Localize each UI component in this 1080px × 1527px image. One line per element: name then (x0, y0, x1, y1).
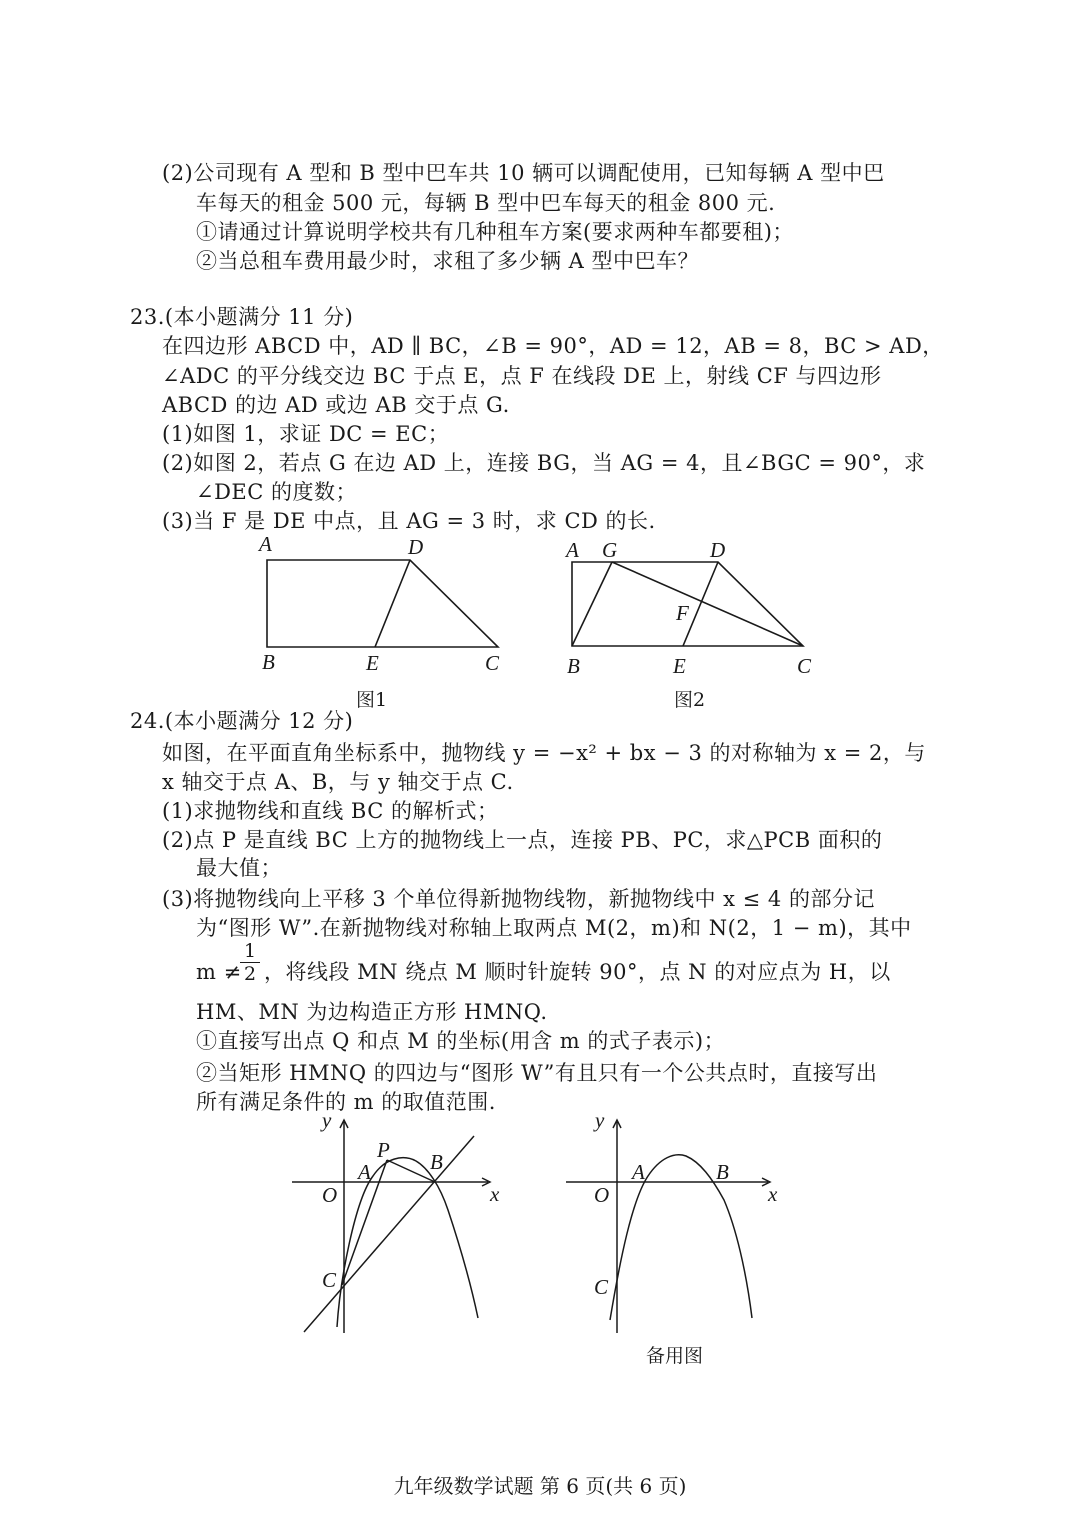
q24-sub2-line1: ②当矩形 HMNQ 的四边与“图形 W”有且只有一个公共点时，直接写出 (196, 1061, 878, 1085)
fig1-caption: 图1 (356, 689, 388, 711)
backup-label-c: C (594, 1275, 609, 1299)
main-label-b: B (430, 1150, 443, 1174)
q23-part2-line1: (2)如图 2，若点 G 在边 AD 上，连接 BG，当 AG = 4，且∠BGC = 90°，求 (162, 451, 926, 475)
fig1-label-a: A (259, 532, 272, 556)
q24-sub1: ①直接写出点 Q 和点 M 的坐标(用含 m 的式子表示)； (196, 1029, 726, 1053)
fraction-numerator: 1 (240, 940, 260, 963)
q23-stem-line3: ABCD 的边 AD 或边 AB 交于点 G. (162, 393, 510, 417)
fig2-caption: 图2 (674, 689, 706, 711)
q23-part3: (3)当 F 是 DE 中点，且 AG = 3 时，求 CD 的长. (162, 509, 656, 533)
fig1-label-e: E (366, 651, 379, 675)
q24-stem-line2: x 轴交于点 A、B，与 y 轴交于点 C. (162, 770, 514, 794)
backup-label-o: O (594, 1183, 610, 1207)
q24-part3-line2: 为“图形 W”.在新抛物线对称轴上取两点 M(2，m)和 N(2，1 − m)，其中 (196, 916, 912, 940)
backup-label-b: B (716, 1160, 729, 1184)
main-line-bc (304, 1136, 474, 1332)
main-label-x: x (490, 1182, 500, 1206)
q24-part3-line3-tail: ，将线段 MN 绕点 M 顺时针旋转 90°，点 N 的对应点为 H，以 (264, 960, 891, 984)
main-label-a: A (358, 1160, 371, 1184)
main-label-o: O (322, 1183, 338, 1207)
backup-caption: 备用图 (646, 1345, 704, 1367)
q23-stem-line2: ∠ADC 的平分线交边 BC 于点 E，点 F 在线段 DE 上，射线 CF 与四边形 (162, 364, 882, 388)
q23-stem-line1: 在四边形 ABCD 中，AD ∥ BC，∠B = 90°，AD = 12，AB = 8，BC > AD， (162, 334, 944, 358)
q24-header: 24.(本小题满分 12 分) (130, 709, 354, 733)
q24-sub2-line2: 所有满足条件的 m 的取值范围. (196, 1090, 496, 1114)
main-label-p: P (377, 1138, 390, 1162)
fig2-label-g: G (602, 538, 618, 562)
q24-part3-line4: HM、MN 为边构造正方形 HMNQ. (196, 1000, 548, 1024)
page-footer: 九年级数学试题 第 6 页(共 6 页) (393, 1474, 687, 1498)
q22-sub1: ①请通过计算说明学校共有几种租车方案(要求两种车都要租)； (196, 220, 794, 244)
fraction-denominator: 2 (243, 963, 257, 985)
fig2-label-e: E (673, 654, 686, 678)
fig2-label-d: D (710, 538, 726, 562)
backup-label-x: x (768, 1182, 778, 1206)
fig2-label-f: F (676, 601, 689, 625)
q23-header: 23.(本小题满分 11 分) (130, 305, 354, 329)
q24-part3-line1: (3)将抛物线向上平移 3 个单位得新抛物线物，新抛物线中 x ≤ 4 的部分记 (162, 887, 875, 911)
fig2-label-c: C (797, 654, 812, 678)
fig1-label-c: C (485, 651, 500, 675)
q22-part2-line2: 车每天的租金 500 元，每辆 B 型中巴车每天的租金 800 元. (196, 191, 776, 215)
fig2-label-b: B (567, 654, 580, 678)
main-label-y: y (322, 1108, 332, 1132)
q22-part2-line1: (2)公司现有 A 型和 B 型中巴车共 10 辆可以调配使用，已知每辆 A 型中巴 (162, 161, 885, 185)
q24-part2-line1: (2)点 P 是直线 BC 上方的抛物线上一点，连接 PB、PC，求△PCB 面积的 (162, 828, 883, 852)
backup-label-a: A (632, 1160, 645, 1184)
fig2-label-a: A (566, 538, 579, 562)
q24-part2-line2: 最大值； (196, 856, 282, 880)
fig1-label-b: B (262, 650, 275, 674)
q23-part2-line2: ∠DEC 的度数； (196, 480, 358, 504)
backup-label-y: y (595, 1108, 605, 1132)
q24-stem-line1: 如图，在平面直角坐标系中，抛物线 y = −x² + bx − 3 的对称轴为 x = 2，与 (162, 741, 926, 765)
q22-sub2: ②当总租车费用最少时，求租了多少辆 A 型中巴车？ (196, 249, 700, 273)
q24-part3-line3-lead: m ≠ (196, 960, 242, 984)
main-label-c: C (322, 1268, 337, 1292)
q24-part1: (1)求抛物线和直线 BC 的解析式； (162, 799, 499, 823)
fig1-label-d: D (408, 535, 424, 559)
q23-part1: (1)如图 1，求证 DC = EC； (162, 422, 450, 446)
